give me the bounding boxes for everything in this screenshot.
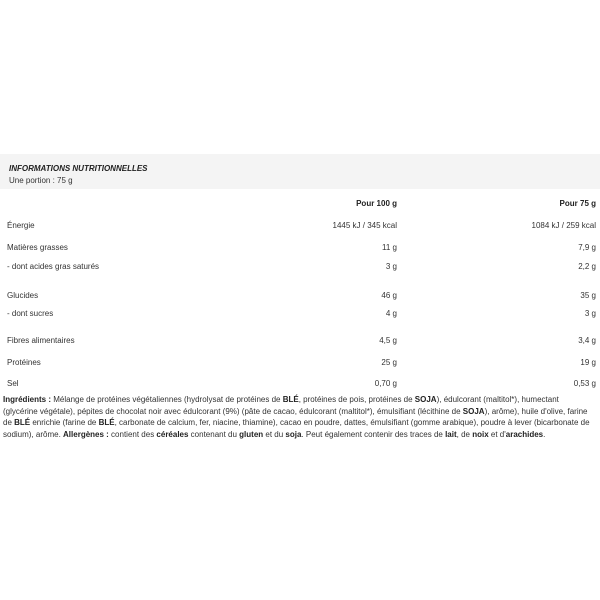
row-value-per-100g: 11 g bbox=[382, 243, 397, 252]
ingredients-text: enrichie (farine de bbox=[30, 418, 99, 427]
allergen-highlight: SOJA bbox=[462, 406, 485, 416]
row-label: Énergie bbox=[7, 221, 35, 230]
row-value-per-100g: 25 g bbox=[381, 358, 397, 367]
allergen-highlight: SOJA bbox=[414, 395, 437, 404]
row-label: Protéines bbox=[7, 358, 41, 367]
row-label: Sel bbox=[7, 379, 19, 388]
row-value-per-75g: 3,4 g bbox=[578, 336, 596, 345]
column-header-per-75g: Pour 75 g bbox=[559, 199, 596, 208]
allergen-highlight: arachides bbox=[505, 429, 544, 439]
row-value-per-100g: 0,70 g bbox=[374, 379, 397, 388]
allergen-highlight: céréales bbox=[156, 429, 189, 439]
row-value-per-75g: 3 g bbox=[584, 309, 596, 318]
allergens-text: . Peut également contenir des traces de bbox=[301, 429, 446, 439]
allergen-highlight: soja bbox=[285, 429, 302, 439]
allergens-text: contenant du bbox=[188, 429, 240, 439]
row-value-per-100g: 3 g bbox=[385, 262, 397, 271]
row-value-per-75g: 0,53 g bbox=[573, 379, 596, 388]
nutrition-row-protein bbox=[0, 358, 600, 370]
row-label: Fibres alimentaires bbox=[7, 336, 75, 345]
allergens-label: Allergènes : bbox=[63, 429, 109, 439]
ingredients-text: , carbonate de calcium, fer, niacine, thiamine), cacao en poudre, dattes, émulsifiant (gomme arabique), poudre à lever (bicarbonate de sodium), arôme. bbox=[3, 418, 590, 439]
ingredients-text: Mélange de protéines végétaliennes (hydrolysat de protéines de bbox=[51, 395, 283, 404]
ingredients-text: , protéines de pois, protéines de bbox=[298, 395, 415, 404]
row-value-per-100g: 4 g bbox=[385, 309, 397, 318]
row-value-per-100g: 1445 kJ / 345 kcal bbox=[332, 221, 397, 230]
ingredients-text: ), arôme), huile d'olive, farine de bbox=[3, 406, 588, 427]
allergen-highlight: BLÉ bbox=[14, 418, 31, 427]
row-label: Glucides bbox=[7, 291, 39, 300]
allergen-highlight: BLÉ bbox=[282, 395, 299, 404]
allergen-highlight: BLÉ bbox=[98, 418, 115, 427]
nutrition-row-salt bbox=[0, 379, 600, 391]
allergen-highlight: lait bbox=[445, 429, 457, 439]
row-value-per-100g: 4,5 g bbox=[379, 336, 397, 345]
row-value-per-100g: 46 g bbox=[381, 291, 397, 300]
row-value-per-75g: 2,2 g bbox=[578, 262, 596, 271]
nutrition-row-fiber bbox=[0, 336, 600, 348]
nutrition-row-saturated-fat bbox=[0, 262, 600, 274]
row-label: - dont sucres bbox=[7, 309, 54, 318]
allergens-text: et du bbox=[263, 429, 286, 439]
allergen-highlight: noix bbox=[472, 429, 489, 439]
row-label: - dont acides gras saturés bbox=[7, 262, 100, 271]
nutrition-title: INFORMATIONS NUTRITIONNELLES bbox=[9, 164, 148, 173]
column-header-per-100g: Pour 100 g bbox=[356, 199, 397, 208]
row-value-per-75g: 7,9 g bbox=[578, 243, 596, 252]
portion-size: Une portion : 75 g bbox=[9, 176, 73, 185]
row-value-per-75g: 1084 kJ / 259 kcal bbox=[531, 221, 596, 230]
allergens-text: , de bbox=[456, 429, 473, 439]
allergens-text: contient des bbox=[108, 429, 157, 439]
allergen-highlight: gluten bbox=[239, 429, 264, 439]
row-label: Matières grasses bbox=[7, 243, 68, 252]
allergens-text: . bbox=[543, 429, 546, 439]
row-value-per-75g: 19 g bbox=[580, 358, 596, 367]
ingredients-paragraph bbox=[3, 394, 593, 440]
row-value-per-75g: 35 g bbox=[580, 291, 596, 300]
nutrition-row-carbohydrates bbox=[0, 291, 600, 303]
ingredients-label: Ingrédients : bbox=[3, 395, 52, 404]
nutrition-row-energy bbox=[0, 221, 600, 233]
ingredients-text: ), édulcorant (maltitol*), humectant (glycérine végétale), pépites de chocolat noir avec édulcorant (9%) (pâte de cacao, édulcorant (maltitol*), émulsifiant (lécithine de bbox=[3, 395, 559, 416]
allergens-text: et d' bbox=[488, 429, 506, 439]
nutrition-row-fat bbox=[0, 243, 600, 255]
nutrition-row-sugars bbox=[0, 309, 600, 321]
